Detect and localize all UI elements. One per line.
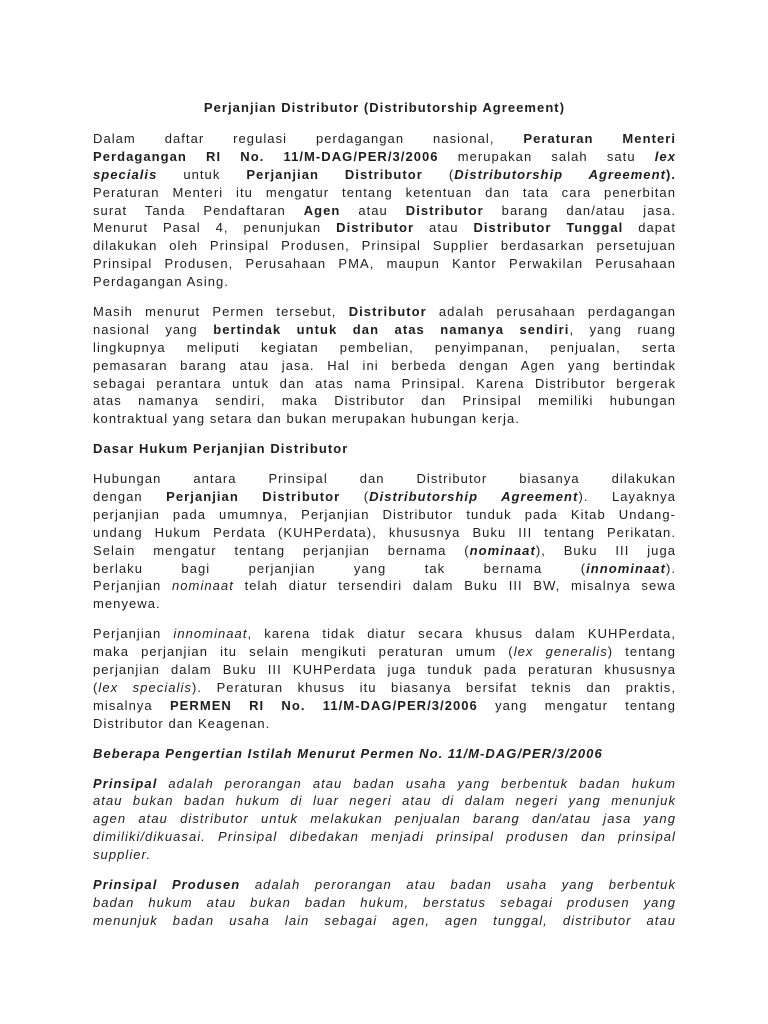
text-run: Distributorship Agreement [454,166,666,182]
text-line [93,303,676,321]
text-run: nominaat [469,542,536,558]
text-run: Peraturan Menteri itu mengatur tentang ketentuan dan tata cara penerbitan [93,184,676,200]
text-line [93,166,676,184]
text-run: misalnya [93,697,170,713]
text-run: badan hukum atau bukan badan hukum, berstatus sebagai produsen yang [93,894,676,910]
text-line [93,661,676,679]
text-line [93,792,676,810]
text-line [93,130,676,148]
document-body [93,130,676,930]
document-title: Perjanjian Distributor (Distributorship Agreement) [203,100,566,115]
text-run: maka perjanjian itu selain mengikuti peraturan umum ( [93,644,514,660]
text-line [93,410,676,428]
text-run: adalah perorangan atau badan usaha yang berbentuk badan hukum [157,775,676,791]
text-line [93,524,676,542]
text-line [93,828,676,846]
text-run: kontraktual yang setara dan bukan merupakan hubungan kerja. [93,411,520,427]
text-run: surat Tanda Pendaftaran [93,202,304,218]
text-run: lingkupnya meliputi kegiatan pembelian, penyimpanan, penjualan, serta [93,339,676,355]
text-run: Distributor [348,304,427,320]
text-run: dimiliki/dikuasai. Prinsipal dibedakan menjadi prinsipal produsen dan prinsipal [93,829,676,845]
text-line [93,577,676,595]
text-run: Prinsipal Produsen [93,876,241,892]
text-line [93,219,676,237]
text-line [93,775,676,793]
paragraph-intro [93,130,676,291]
paragraph-prinsipal [93,775,676,864]
text-run: sebagai perantara untuk dan atas nama Prinsipal. Karena Distributor bergerak [93,375,676,391]
text-run: ). [665,166,677,182]
text-run: Perjanjian Distributor [166,489,341,505]
text-run: Perdagangan RI No. 11/M-DAG/PER/3/2006 [93,148,439,164]
text-run: Distributor Tunggal [473,220,624,236]
document-content [93,99,676,942]
text-run: ) tentang [607,644,676,660]
text-run: Distributor [405,202,484,218]
text-run: ). [665,560,676,576]
text-run: ). Peraturan khusus itu biasanya bersifat teknis dan praktis, [192,679,677,695]
text-run: lex specialis [98,679,192,695]
text-run: Agen [303,202,341,218]
paragraph-distributor-definition [93,303,676,428]
text-run: Menurut Pasal 4, penunjukan [93,220,337,236]
text-run: atau [414,220,474,236]
text-run: dilakukan oleh Prinsipal Produsen, Prinsipal Supplier berdasarkan persetujuan [93,238,676,254]
text-run: , karena tidak diatur secara khusus dalam KUHPerdata, [247,626,676,642]
text-run: undang Hukum Perdata (KUHPerdata), khususnya Buku III tentang Perikatan. [93,524,676,540]
text-run: Masih menurut Permen tersebut, [93,304,349,320]
text-line [93,697,676,715]
text-line [93,237,676,255]
text-run: ( [422,166,455,182]
text-run: agen atau distributor untuk melakukan penjualan barang dan/atau jasa yang [93,811,676,827]
text-line [93,273,676,291]
text-line [93,542,676,560]
text-run: nominaat [172,578,234,594]
text-run: perjanjian dalam Buku III KUHPerdata juga tunduk pada peraturan khususnya [93,662,676,678]
text-run: Perjanjian [93,578,172,594]
text-line [93,470,676,488]
text-run: lex [654,148,676,164]
text-line [93,184,676,202]
text-run: innominaat [586,560,666,576]
text-line [93,255,676,273]
text-line [93,894,676,912]
text-run: Prinsipal [93,775,158,791]
text-line [93,488,676,506]
text-line [93,625,676,643]
text-run: menunjuk badan usaha lain sebagai agen, agen tunggal, distributor atau [93,912,676,928]
text-run: ), Buku III juga [535,542,677,558]
text-run: ). Layaknya [578,489,677,505]
text-line [93,679,676,697]
text-line [93,810,676,828]
text-run: perjanjian pada umumnya, Perjanjian Distributor tunduk pada Kitab Undang- [93,506,676,522]
text-line [93,595,676,613]
text-line [93,375,676,393]
text-run: atau [340,202,406,218]
text-run: PERMEN RI No. 11/M-DAG/PER/3/2006 [169,697,478,713]
heading-pengertian-istilah [93,745,676,763]
text-line [93,321,676,339]
text-line [93,339,676,357]
text-run: Prinsipal Produsen, Perusahaan PMA, maupun Kantor Perwakilan Perusahaan [93,256,676,272]
text-run: Perjanjian [93,626,174,642]
text-run: Peraturan Menteri [523,131,676,146]
text-run: yang mengatur tentang [477,697,676,713]
text-line [93,846,676,864]
text-run: specialis [93,166,158,182]
text-line [93,560,676,578]
text-run: adalah perorangan atau badan usaha yang berbentuk [240,876,677,892]
text-run: berlaku bagi perjanjian yang tak bernama ( [93,560,587,576]
text-run: innominaat [173,626,248,642]
text-run: Dalam daftar regulasi perdagangan nasional, [93,131,524,146]
text-run: ( [93,679,99,695]
paragraph-prinsipal-produsen [93,876,676,930]
text-run: nasional yang [93,321,214,337]
text-run: Distributorship Agreement [369,489,579,505]
text-run: dengan [93,489,167,505]
text-run: menyewa. [93,596,161,612]
text-line [93,440,676,458]
text-line [93,715,676,733]
text-run: Distributor dan Keagenan. [93,715,271,731]
heading-dasar-hukum [93,440,676,458]
text-run: Selain mengatur tentang perjanjian bernama ( [93,542,470,558]
text-run: merupakan salah satu [438,148,655,164]
text-run: Beberapa Pengertian Istilah Menurut Permen No. 11/M-DAG/PER/3/2006 [93,745,603,761]
text-run: Distributor [336,220,415,236]
text-run: Hubungan antara Prinsipal dan Distributor biasanya dilakukan [93,471,676,487]
text-run: Perdagangan Asing. [93,274,229,290]
text-run: atau bukan badan hukum di luar negeri atau di dalam negeri yang menunjuk [93,793,676,809]
text-run: Perjanjian Distributor [246,166,423,182]
text-run: bertindak untuk dan atas namanya sendiri [213,321,570,337]
text-line [93,876,676,894]
paragraph-dasar-hukum [93,470,676,613]
text-line [93,357,676,375]
text-line [93,392,676,410]
text-run: adalah perusahaan perdagangan [426,304,677,320]
text-run: barang dan/atau jasa. [483,202,676,218]
text-line [93,745,676,763]
text-run: untuk [157,166,247,182]
text-line [93,506,676,524]
text-line [93,148,676,166]
text-run: ( [340,489,370,505]
text-run: lex generalis [513,644,608,660]
text-run: pemasaran barang atau jasa. Hal ini berbeda dengan Agen yang bertindak [93,357,676,373]
text-run: Dasar Hukum Perjanjian Distributor [93,441,349,457]
paragraph-innominaat [93,625,676,732]
text-run: , yang ruang [569,321,677,337]
text-run: telah diatur tersendiri dalam Buku III BW, misalnya sewa [233,578,676,594]
text-line [93,912,676,930]
text-run: dapat [623,220,676,236]
text-run: supplier. [93,847,152,863]
text-run: atas namanya sendiri, maka Distributor dan Prinsipal memiliki hubungan [93,393,676,409]
text-line [93,202,676,220]
text-line [93,643,676,661]
